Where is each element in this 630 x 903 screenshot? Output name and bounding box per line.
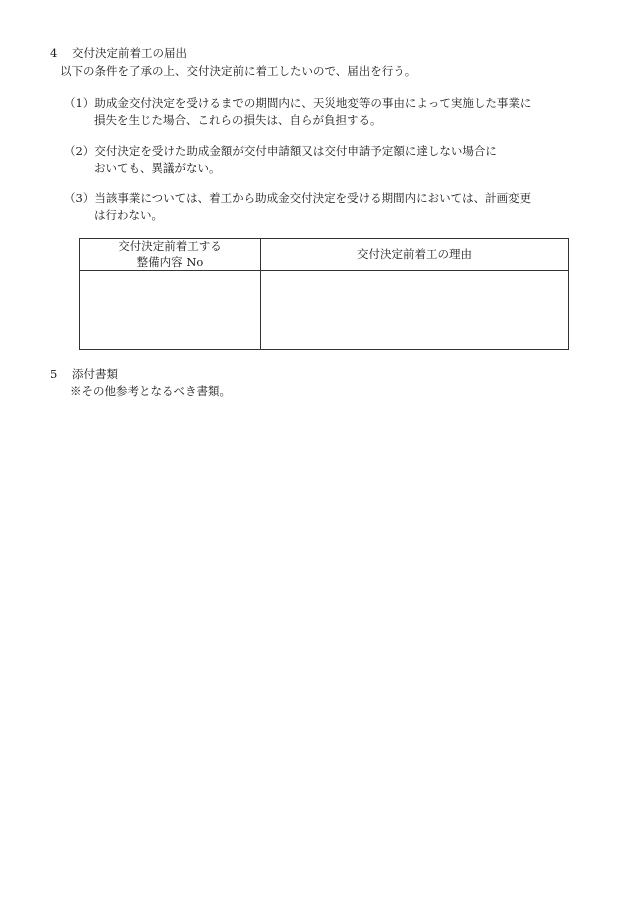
- condition-item-3: [64, 190, 584, 225]
- table-header-content-no-line2: 整備内容 No: [136, 254, 204, 269]
- condition-item-1-text2: 損失を生じた場合、これらの損失は、自らが負担する。: [94, 113, 382, 128]
- section-4-title: 交付決定前着工の届出: [72, 46, 187, 60]
- table-header-row: [80, 239, 569, 271]
- table-header-content-no: [80, 239, 261, 271]
- condition-item-3-line1: [64, 190, 584, 207]
- condition-item-2-marker: （2）: [64, 144, 95, 158]
- section-5-heading: [50, 366, 118, 383]
- table-header-reason: 交付決定前着工の理由: [261, 239, 569, 271]
- condition-item-2-line1: [64, 143, 584, 160]
- condition-item-2-text1: 交付決定を受けた助成金額が交付申請額又は交付申請予定額に達しない場合に: [94, 144, 497, 158]
- condition-item-1: [64, 95, 584, 130]
- table-row: [80, 271, 569, 350]
- section-5-title: 添付書類: [72, 367, 118, 381]
- table-cell-reason[interactable]: [261, 271, 569, 350]
- condition-item-1-text1: 助成金交付決定を受けるまでの期間内に、天災地変等の事由によって実施した事業に: [94, 96, 532, 110]
- condition-item-1-marker: （1）: [64, 96, 95, 110]
- table-cell-content-no[interactable]: [80, 271, 261, 350]
- condition-item-3-text1: 当該事業については、着工から助成金交付決定を受ける期間内においては、計画変更: [94, 191, 532, 205]
- condition-item-2: [64, 143, 584, 178]
- condition-item-3-marker: （3）: [64, 191, 95, 205]
- section-5-number: 5: [50, 367, 58, 381]
- table-header-content-no-line1: 交付決定前着工する: [118, 239, 222, 253]
- section-4-intro: 以下の条件を了承の上、交付決定前に着工したいので、届出を行う。: [60, 64, 417, 78]
- section-4-heading: [50, 45, 187, 62]
- section-4-number: 4: [50, 46, 58, 60]
- section-5-note: ※その他参考となるべき書類。: [70, 384, 231, 398]
- condition-item-1-line1: [64, 95, 584, 112]
- condition-item-3-text2: は行わない。: [94, 208, 163, 223]
- condition-item-2-text2: おいても、異議がない。: [94, 161, 221, 176]
- pre-start-table: [79, 238, 569, 350]
